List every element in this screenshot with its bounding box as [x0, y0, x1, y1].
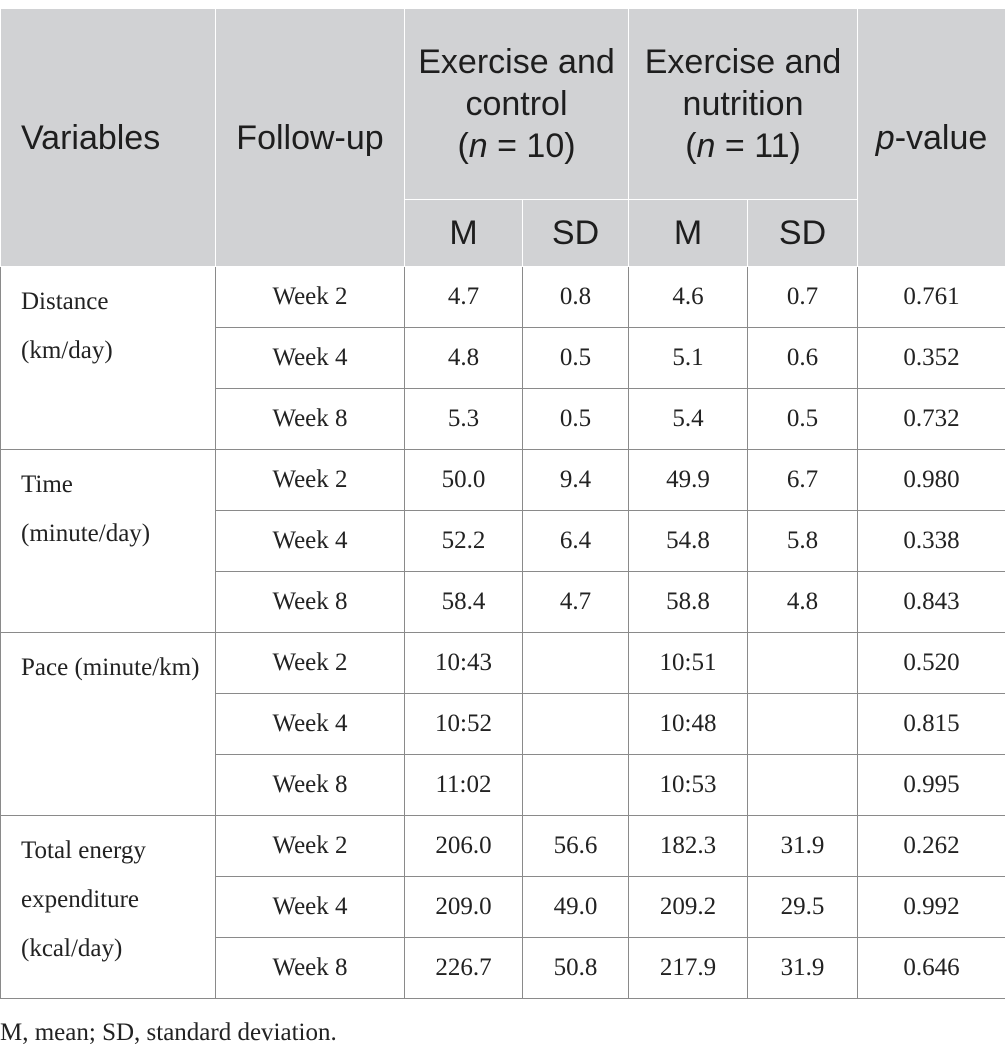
- group2-n-prefix: (: [685, 127, 697, 165]
- group1-header: [405, 9, 629, 200]
- variable-cell: Total energy expenditure (kcal/day): [1, 816, 216, 999]
- table-row: [1, 633, 1005, 694]
- group1-sd-cell: 50.8: [523, 938, 629, 999]
- variable-cell: Pace (minute/km): [1, 633, 216, 816]
- group2-mean-cell: 217.9: [629, 938, 748, 999]
- table-footnote: M, mean; SD, standard deviation.: [0, 1019, 337, 1046]
- group2-sd-cell: 31.9: [748, 938, 858, 999]
- group2-sd-cell: 0.5: [748, 389, 858, 450]
- group1-mean-cell: 50.0: [405, 450, 523, 511]
- group2-header: [629, 9, 858, 200]
- group2-sd-cell: 4.8: [748, 572, 858, 633]
- group1-sd-cell: 0.5: [523, 389, 629, 450]
- group2-mean-cell: 54.8: [629, 511, 748, 572]
- group2-mean-cell: 209.2: [629, 877, 748, 938]
- week-cell: Week 8: [216, 389, 405, 450]
- variables-header: Variables: [1, 9, 216, 267]
- group1-n-symbol: n: [468, 127, 488, 165]
- group1-mean-cell: 206.0: [405, 816, 523, 877]
- p-symbol: p: [875, 118, 895, 157]
- group2-name: Exercise and nutrition: [644, 43, 842, 123]
- p-value-cell: 0.815: [858, 694, 1005, 755]
- group2-mean-cell: 10:48: [629, 694, 748, 755]
- group2-n-symbol: n: [696, 127, 716, 165]
- p-value-cell: 0.646: [858, 938, 1005, 999]
- group1-mean-header: M: [405, 200, 523, 267]
- p-value-cell: 0.761: [858, 267, 1005, 328]
- p-value-cell: 0.992: [858, 877, 1005, 938]
- group1-mean-cell: 209.0: [405, 877, 523, 938]
- group1-sd-cell: 0.5: [523, 328, 629, 389]
- group1-sd-cell: 0.8: [523, 267, 629, 328]
- results-table: [0, 8, 1005, 999]
- group2-mean-cell: 10:51: [629, 633, 748, 694]
- group1-mean-cell: 5.3: [405, 389, 523, 450]
- p-value-cell: 0.843: [858, 572, 1005, 633]
- group2-n-suffix: = 11): [715, 127, 801, 165]
- p-value-cell: 0.520: [858, 633, 1005, 694]
- group1-mean-cell: 52.2: [405, 511, 523, 572]
- group2-sd-cell: 29.5: [748, 877, 858, 938]
- group1-sd-header: SD: [523, 200, 629, 267]
- group2-mean-cell: 10:53: [629, 755, 748, 816]
- group1-sd-cell: [523, 694, 629, 755]
- group1-name: Exercise and control: [418, 43, 615, 123]
- group1-mean-cell: 10:43: [405, 633, 523, 694]
- follow-up-header: Follow-up: [216, 9, 405, 267]
- group2-sd-cell: [748, 633, 858, 694]
- group2-sd-cell: 6.7: [748, 450, 858, 511]
- week-cell: Week 4: [216, 877, 405, 938]
- week-cell: Week 2: [216, 267, 405, 328]
- group2-mean-cell: 49.9: [629, 450, 748, 511]
- group2-sd-cell: [748, 694, 858, 755]
- p-value-cell: 0.352: [858, 328, 1005, 389]
- week-cell: Week 8: [216, 755, 405, 816]
- p-value-header: [858, 9, 1005, 267]
- week-cell: Week 4: [216, 694, 405, 755]
- week-cell: Week 4: [216, 511, 405, 572]
- group2-mean-cell: 58.8: [629, 572, 748, 633]
- group2-sd-cell: 31.9: [748, 816, 858, 877]
- group2-mean-header: M: [629, 200, 748, 267]
- group1-mean-cell: 58.4: [405, 572, 523, 633]
- week-cell: Week 8: [216, 572, 405, 633]
- group2-sd-cell: 0.7: [748, 267, 858, 328]
- p-value-cell: 0.732: [858, 389, 1005, 450]
- group2-mean-cell: 5.1: [629, 328, 748, 389]
- table-row: [1, 450, 1005, 511]
- table-header: [1, 9, 1005, 267]
- group1-sd-cell: [523, 755, 629, 816]
- group1-sd-cell: [523, 633, 629, 694]
- group2-sd-cell: 0.6: [748, 328, 858, 389]
- group1-sd-cell: 9.4: [523, 450, 629, 511]
- group1-sd-cell: 56.6: [523, 816, 629, 877]
- group2-sd-header: SD: [748, 200, 858, 267]
- p-value-rest: -value: [894, 118, 988, 157]
- p-value-cell: 0.262: [858, 816, 1005, 877]
- group2-sd-cell: 5.8: [748, 511, 858, 572]
- group1-mean-cell: 4.7: [405, 267, 523, 328]
- week-cell: Week 2: [216, 450, 405, 511]
- group1-n-prefix: (: [457, 127, 469, 165]
- group2-mean-cell: 5.4: [629, 389, 748, 450]
- group1-mean-cell: 11:02: [405, 755, 523, 816]
- group1-mean-cell: 10:52: [405, 694, 523, 755]
- group2-sd-cell: [748, 755, 858, 816]
- group2-mean-cell: 4.6: [629, 267, 748, 328]
- week-cell: Week 4: [216, 328, 405, 389]
- table-row: [1, 267, 1005, 328]
- group1-sd-cell: 49.0: [523, 877, 629, 938]
- group1-mean-cell: 4.8: [405, 328, 523, 389]
- week-cell: Week 2: [216, 633, 405, 694]
- week-cell: Week 2: [216, 816, 405, 877]
- group1-n-suffix: = 10): [487, 127, 576, 165]
- p-value-cell: 0.338: [858, 511, 1005, 572]
- p-value-cell: 0.980: [858, 450, 1005, 511]
- table-row: [1, 816, 1005, 877]
- variable-cell: Time (minute/day): [1, 450, 216, 633]
- group1-sd-cell: 4.7: [523, 572, 629, 633]
- variable-cell: Distance (km/day): [1, 267, 216, 450]
- group2-mean-cell: 182.3: [629, 816, 748, 877]
- p-value-cell: 0.995: [858, 755, 1005, 816]
- group1-mean-cell: 226.7: [405, 938, 523, 999]
- week-cell: Week 8: [216, 938, 405, 999]
- table-body: [1, 267, 1005, 999]
- group1-sd-cell: 6.4: [523, 511, 629, 572]
